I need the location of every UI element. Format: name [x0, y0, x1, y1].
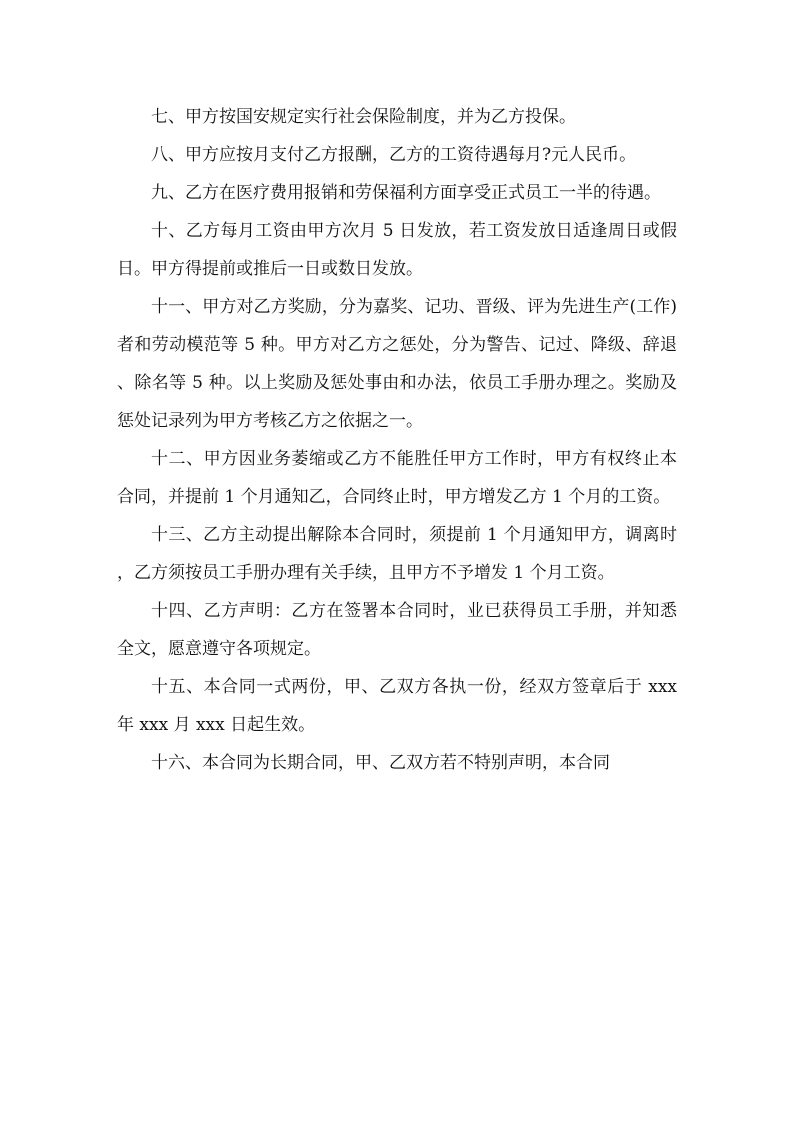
clause-14: 十四、乙方声明：乙方在签署本合同时，业已获得员工手册，并知悉全文，愿意遵守各项规定。: [117, 601, 677, 659]
clause-12: 十二、甲方因业务萎缩或乙方不能胜任甲方工作时，甲方有权终止本合同，并提前 1 个月通知乙，合同终止时，甲方增发乙方 1 个月的工资。: [117, 449, 677, 507]
clause-9: 九、乙方在医疗费用报销和劳保福利方面享受正式员工一半的待遇。: [151, 183, 661, 203]
clause-8: 八、甲方应按月支付乙方报酬，乙方的工资待遇每月?元人民币。: [151, 145, 637, 165]
document-body: [117, 98, 677, 782]
clause-13: 十三、乙方主动提出解除本合同时，须提前 1 个月通知甲方，调离时，乙方须按员工手册办理有关手续，且甲方不予增发 1 个月工资。: [117, 525, 677, 583]
clause-7: 七、甲方按国安规定实行社会保险制度，并为乙方投保。: [151, 107, 576, 127]
clause-11: 十一、甲方对乙方奖励，分为嘉奖、记功、晋级、评为先进生产(工作)者和劳动模范等 5 种。甲方对乙方之惩处，分为警告、记过、降级、辞退、除名等 5 种。以上奖励及惩处事由和办法，依员工手册办理之。奖励及惩处记录列为甲方考核乙方之依据之一。: [117, 297, 677, 431]
clause-10: 十、乙方每月工资由甲方次月 5 日发放，若工资发放日适逢周日或假日。甲方得提前或推后一日或数日发放。: [117, 221, 677, 279]
clause-16: 十六、本合同为长期合同，甲、乙双方若不特别声明，本合同: [151, 753, 610, 773]
clause-15: 十五、本合同一式两份，甲、乙双方各执一份，经双方签章后于 xxx 年 xxx 月 xxx 日起生效。: [117, 677, 677, 735]
